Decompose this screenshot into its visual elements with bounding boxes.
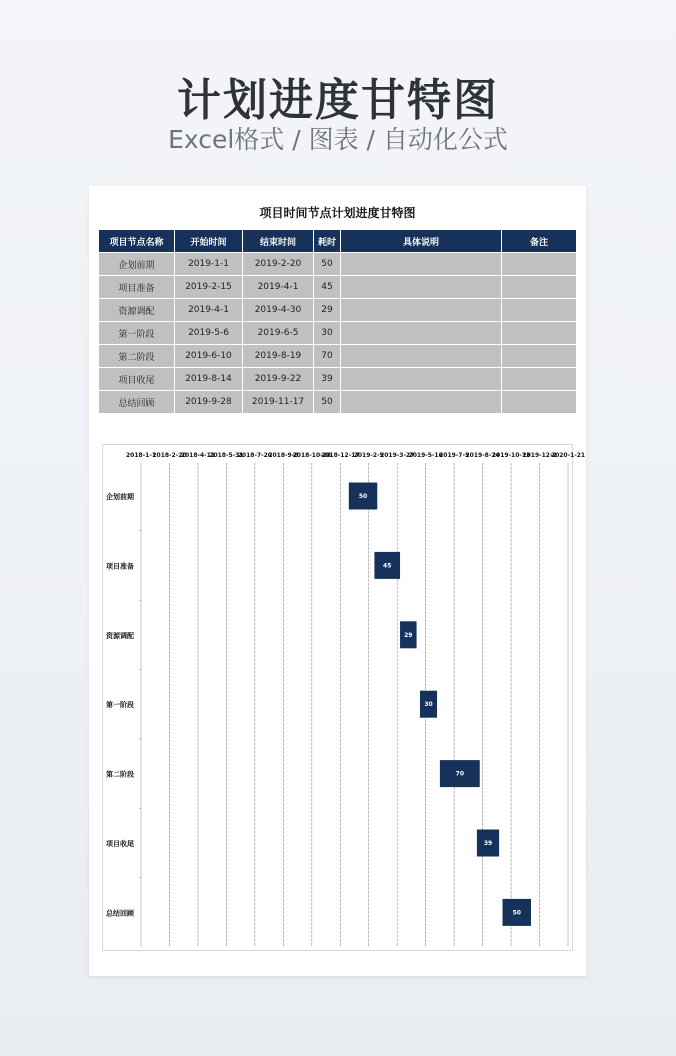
table-row xyxy=(99,391,577,414)
table-row xyxy=(99,345,577,368)
bar-duration-label: 30 xyxy=(424,701,433,709)
table-cell[interactable]: 2019-4-1 xyxy=(243,276,314,299)
table-cell[interactable]: 项目收尾 xyxy=(99,368,175,391)
x-tick-label: 2018-7-20 xyxy=(237,452,272,459)
table-cell[interactable]: 2019-5-6 xyxy=(175,322,243,345)
header-cell[interactable]: 耗时 xyxy=(314,230,341,253)
table-cell[interactable] xyxy=(341,276,502,299)
table-row xyxy=(99,276,577,299)
table-cell[interactable]: 企划前期 xyxy=(99,253,175,276)
table-row xyxy=(99,299,577,322)
x-tick-label: 2018-10-28 xyxy=(292,452,331,459)
table-cell[interactable] xyxy=(341,253,502,276)
header-cell[interactable]: 开始时间 xyxy=(175,230,243,253)
x-tick-label: 2018-4-11 xyxy=(180,452,216,459)
table-cell[interactable]: 2019-8-19 xyxy=(243,345,314,368)
table-cell[interactable]: 39 xyxy=(314,368,341,391)
header-cell[interactable]: 结束时间 xyxy=(243,230,314,253)
category-label: 资源调配 xyxy=(106,631,134,640)
category-label: 总结回顾 xyxy=(106,909,134,918)
x-tick-label: 2019-2-5 xyxy=(353,452,384,459)
table-cell[interactable] xyxy=(341,391,502,414)
table-cell[interactable]: 第一阶段 xyxy=(99,322,175,345)
table-header-row xyxy=(99,230,577,253)
table-cell[interactable] xyxy=(502,345,577,368)
x-tick-label: 2019-3-27 xyxy=(380,452,415,459)
table-cell[interactable] xyxy=(502,391,577,414)
table-cell[interactable]: 2019-2-15 xyxy=(175,276,243,299)
x-tick-label: 2018-5-31 xyxy=(209,452,244,459)
table-cell[interactable]: 2019-6-5 xyxy=(243,322,314,345)
table-cell[interactable]: 70 xyxy=(314,345,341,368)
schedule-table xyxy=(98,229,577,414)
x-tick-label: 2018-2-20 xyxy=(152,452,187,459)
x-tick-label: 2018-1-1 xyxy=(125,452,157,459)
table-cell[interactable] xyxy=(502,253,577,276)
page-subtitle: Excel格式 / 图表 / 自动化公式 xyxy=(168,125,508,154)
table-cell[interactable] xyxy=(502,322,577,345)
x-tick-label: 2020-1-21 xyxy=(550,452,586,459)
gantt-chart[interactable] xyxy=(102,444,586,951)
table-cell[interactable]: 2019-2-20 xyxy=(243,253,314,276)
table-cell[interactable]: 2019-4-1 xyxy=(175,299,243,322)
table-cell[interactable]: 2019-4-30 xyxy=(243,299,314,322)
table-cell[interactable]: 45 xyxy=(314,276,341,299)
category-label: 项目准备 xyxy=(106,562,134,571)
x-tick-label: 2018-9-8 xyxy=(268,452,299,459)
category-label: 第二阶段 xyxy=(106,770,134,779)
table-cell[interactable]: 资源调配 xyxy=(99,299,175,322)
table-row xyxy=(99,322,577,345)
x-tick-label: 2019-5-16 xyxy=(408,452,443,459)
x-tick-label: 2019-10-13 xyxy=(491,452,531,459)
table-row xyxy=(99,253,577,276)
category-label: 第一阶段 xyxy=(106,701,134,710)
table-cell[interactable]: 2019-8-14 xyxy=(175,368,243,391)
header-cell[interactable]: 项目节点名称 xyxy=(99,230,175,253)
bar-duration-label: 50 xyxy=(512,909,521,917)
x-tick-label: 2018-12-17 xyxy=(321,452,360,459)
table-cell[interactable] xyxy=(502,276,577,299)
table-cell[interactable]: 2019-11-17 xyxy=(243,391,314,414)
gantt-chart-svg xyxy=(103,445,586,950)
x-tick-label: 2019-7-5 xyxy=(439,452,470,459)
page-title: 计划进度甘特图 xyxy=(177,75,499,126)
bar-duration-label: 50 xyxy=(358,493,368,500)
spreadsheet-card xyxy=(89,186,586,976)
category-label: 企划前期 xyxy=(106,493,134,501)
table-row xyxy=(99,368,577,391)
table-title: 项目时间节点计划进度甘特图 xyxy=(259,206,416,220)
x-tick-label: 2019-12-2 xyxy=(522,452,557,459)
table-cell[interactable] xyxy=(341,368,502,391)
bar-duration-label: 29 xyxy=(404,631,413,639)
table-cell[interactable]: 第二阶段 xyxy=(99,345,175,368)
bar-duration-label: 45 xyxy=(383,562,392,570)
table-cell[interactable] xyxy=(341,299,502,322)
table-cell[interactable] xyxy=(502,368,577,391)
bar-duration-label: 39 xyxy=(483,840,493,847)
category-label: 项目收尾 xyxy=(106,840,134,848)
table-cell[interactable]: 2019-9-28 xyxy=(175,391,243,414)
table-cell[interactable]: 2019-6-10 xyxy=(175,345,243,368)
header-cell[interactable]: 备注 xyxy=(502,230,577,253)
table-cell[interactable]: 总结回顾 xyxy=(99,391,175,414)
table-cell[interactable]: 项目准备 xyxy=(99,276,175,299)
table-cell[interactable]: 2019-9-22 xyxy=(243,368,314,391)
header-cell[interactable]: 具体说明 xyxy=(341,230,502,253)
table-cell[interactable] xyxy=(341,322,502,345)
table-cell[interactable] xyxy=(502,299,577,322)
table-cell[interactable]: 2019-1-1 xyxy=(175,253,243,276)
table-cell[interactable] xyxy=(341,345,502,368)
table-cell[interactable]: 50 xyxy=(314,253,341,276)
bar-duration-label: 70 xyxy=(455,770,465,778)
table-cell[interactable]: 50 xyxy=(314,391,341,414)
x-tick-label: 2019-8-24 xyxy=(465,452,500,459)
table-cell[interactable]: 30 xyxy=(314,322,341,345)
table-cell[interactable]: 29 xyxy=(314,299,341,322)
